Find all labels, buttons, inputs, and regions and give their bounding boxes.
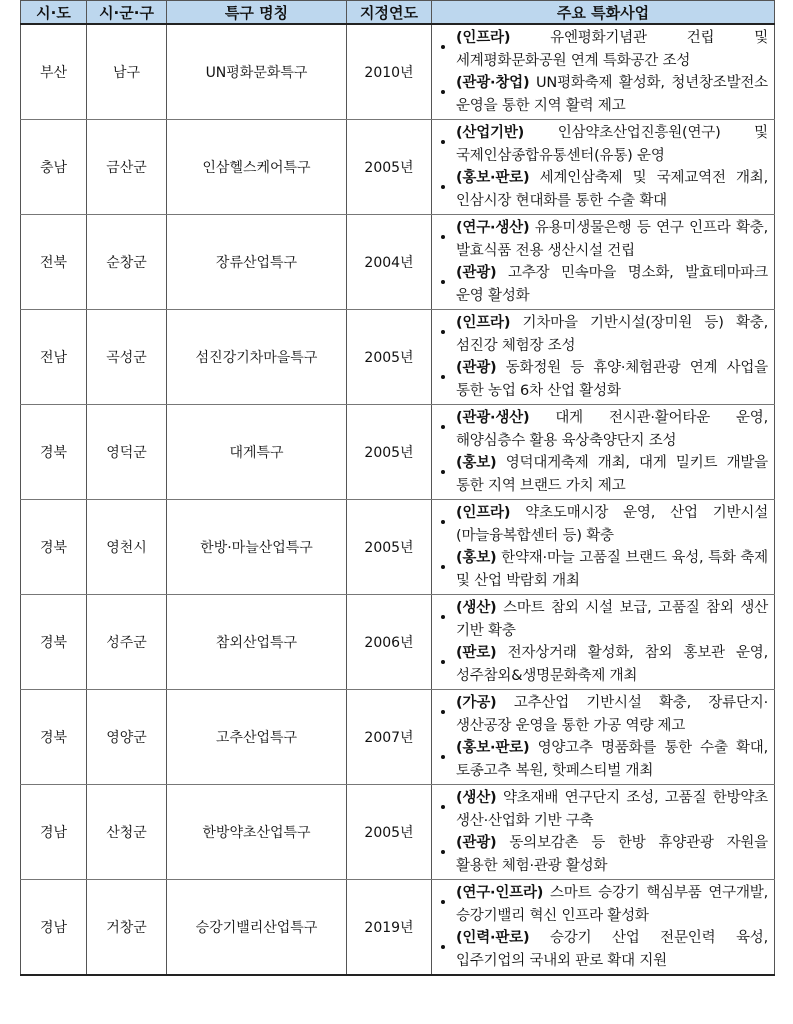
- bullet-icon: [432, 357, 456, 402]
- year-cell: 2005년: [347, 310, 432, 405]
- province-cell: 경남: [21, 785, 87, 880]
- header-district: 시·군·구: [87, 1, 167, 25]
- project-description: 영양고추 명품화를 통한 수출 확대, 토종고추 복원, 핫페스티벌 개최: [456, 740, 768, 779]
- province-cell: 경북: [21, 405, 87, 500]
- project-category-tag: (가공): [456, 695, 497, 711]
- year-cell: 2007년: [347, 690, 432, 785]
- project-description: 승강기 산업 전문인력 육성, 입주기업의 국내외 판로 확대 지원: [456, 930, 768, 969]
- project-text: [456, 737, 768, 782]
- main-projects-cell: [432, 500, 775, 595]
- project-description: 동의보감촌 등 한방 휴양관광 자원을 활용한 체험·관광 활성화: [456, 835, 768, 874]
- zone-name-cell: 한방·마늘산업특구: [167, 500, 347, 595]
- project-category-tag: (관광): [456, 265, 497, 281]
- province-cell: 전남: [21, 310, 87, 405]
- table-row: [21, 24, 775, 120]
- header-zone-name: 특구 명칭: [167, 1, 347, 25]
- main-projects-cell: [432, 405, 775, 500]
- bullet-icon: [432, 122, 456, 167]
- project-description: 스마트 승강기 핵심부품 연구개발, 승강기밸리 혁신 인프라 활성화: [456, 885, 768, 924]
- project-text: [456, 312, 768, 357]
- province-cell: 경북: [21, 595, 87, 690]
- project-item: [432, 407, 768, 452]
- district-cell: 산청군: [87, 785, 167, 880]
- main-projects-cell: [432, 785, 775, 880]
- project-item: [432, 357, 768, 402]
- project-text: [456, 357, 768, 402]
- project-description: 유용미생물은행 등 연구 인프라 확충, 발효식품 전용 생산시설 건립: [456, 220, 768, 259]
- province-cell: 경남: [21, 880, 87, 976]
- project-text: [456, 597, 768, 642]
- project-text: [456, 452, 768, 497]
- project-text: [456, 642, 768, 687]
- header-row: [21, 1, 775, 25]
- project-item: [432, 262, 768, 307]
- bullet-icon: [432, 692, 456, 737]
- zone-name-cell: 한방약초산업특구: [167, 785, 347, 880]
- zone-name-cell: 참외산업특구: [167, 595, 347, 690]
- district-cell: 거창군: [87, 880, 167, 976]
- project-category-tag: (생산): [456, 790, 497, 806]
- project-category-tag: (인프라): [456, 315, 511, 331]
- project-text: [456, 217, 768, 262]
- project-description: 대게 전시관·활어타운 운영, 해양심층수 활용 육상축양단지 조성: [456, 410, 768, 449]
- project-item: [432, 27, 768, 72]
- project-category-tag: (연구·인프라): [456, 885, 544, 901]
- zone-name-cell: 고추산업특구: [167, 690, 347, 785]
- project-item: [432, 737, 768, 782]
- bullet-icon: [432, 452, 456, 497]
- project-description: 세계인삼축제 및 국제교역전 개최, 인삼시장 현대화를 통한 수출 확대: [456, 170, 768, 209]
- project-description: 유엔평화기념관 건립 및 세계평화문화공원 연계 특화공간 조성: [456, 30, 768, 69]
- bullet-icon: [432, 27, 456, 72]
- district-cell: 영양군: [87, 690, 167, 785]
- bullet-icon: [432, 312, 456, 357]
- main-projects-cell: [432, 310, 775, 405]
- project-text: [456, 882, 768, 927]
- project-item: [432, 122, 768, 167]
- zone-name-cell: 대게특구: [167, 405, 347, 500]
- year-cell: 2005년: [347, 405, 432, 500]
- project-category-tag: (관광·창업): [456, 75, 530, 91]
- project-category-tag: (연구·생산): [456, 220, 530, 236]
- project-category-tag: (생산): [456, 600, 497, 616]
- project-text: [456, 502, 768, 547]
- bullet-icon: [432, 262, 456, 307]
- year-cell: 2019년: [347, 880, 432, 976]
- header-designation-year: 지정연도: [347, 1, 432, 25]
- table-row: [21, 595, 775, 690]
- province-cell: 부산: [21, 24, 87, 120]
- project-text: [456, 547, 768, 592]
- zone-name-cell: UN평화문화특구: [167, 24, 347, 120]
- bullet-icon: [432, 597, 456, 642]
- bullet-icon: [432, 407, 456, 452]
- year-cell: 2006년: [347, 595, 432, 690]
- project-item: [432, 312, 768, 357]
- project-text: [456, 787, 768, 832]
- project-item: [432, 72, 768, 117]
- project-description: 기차마을 기반시설(장미원 등) 확충, 섬진강 체험장 조성: [456, 315, 768, 354]
- project-item: [432, 832, 768, 877]
- year-cell: 2005년: [347, 120, 432, 215]
- project-category-tag: (관광): [456, 835, 497, 851]
- project-item: [432, 692, 768, 737]
- district-cell: 순창군: [87, 215, 167, 310]
- project-description: 한약재·마늘 고품질 브랜드 육성, 특화 축제 및 산업 박람회 개최: [456, 550, 768, 589]
- province-cell: 전북: [21, 215, 87, 310]
- project-text: [456, 122, 768, 167]
- year-cell: 2005년: [347, 785, 432, 880]
- district-cell: 영천시: [87, 500, 167, 595]
- year-cell: 2005년: [347, 500, 432, 595]
- project-category-tag: (산업기반): [456, 125, 525, 141]
- project-text: [456, 927, 768, 972]
- project-item: [432, 167, 768, 212]
- zone-name-cell: 승강기밸리산업특구: [167, 880, 347, 976]
- table-row: [21, 405, 775, 500]
- project-item: [432, 502, 768, 547]
- table-row: [21, 215, 775, 310]
- table-row: [21, 880, 775, 976]
- project-category-tag: (홍보·판로): [456, 740, 530, 756]
- project-description: 스마트 참외 시설 보급, 고품질 참외 생산 기반 확충: [456, 600, 768, 639]
- project-description: 동화정원 등 휴양·체험관광 연계 사업을 통한 농업 6차 산업 활성화: [456, 360, 768, 399]
- main-projects-cell: [432, 690, 775, 785]
- district-cell: 영덕군: [87, 405, 167, 500]
- project-description: UN평화축제 활성화, 청년창조발전소 운영을 통한 지역 활력 제고: [456, 75, 768, 114]
- project-item: [432, 882, 768, 927]
- bullet-icon: [432, 72, 456, 117]
- project-category-tag: (홍보): [456, 550, 497, 566]
- zone-name-cell: 인삼헬스케어특구: [167, 120, 347, 215]
- project-item: [432, 927, 768, 972]
- project-text: [456, 407, 768, 452]
- table-row: [21, 500, 775, 595]
- main-projects-cell: [432, 24, 775, 120]
- bullet-icon: [432, 502, 456, 547]
- year-cell: 2004년: [347, 215, 432, 310]
- project-category-tag: (홍보·판로): [456, 170, 530, 186]
- project-item: [432, 642, 768, 687]
- project-description: 약초도매시장 운영, 산업 기반시설(마늘융복합센터 등) 확충: [456, 505, 768, 544]
- table-row: [21, 690, 775, 785]
- project-category-tag: (관광): [456, 360, 497, 376]
- bullet-icon: [432, 642, 456, 687]
- project-description: 영덕대게축제 개최, 대게 밀키트 개발을 통한 지역 브랜드 가치 제고: [456, 455, 768, 494]
- bullet-icon: [432, 217, 456, 262]
- header-province: 시·도: [21, 1, 87, 25]
- project-text: [456, 72, 768, 117]
- header-main-projects: 주요 특화사업: [432, 1, 775, 25]
- project-item: [432, 452, 768, 497]
- bullet-icon: [432, 167, 456, 212]
- year-cell: 2010년: [347, 24, 432, 120]
- special-zones-table: [20, 0, 775, 976]
- project-item: [432, 597, 768, 642]
- project-text: [456, 692, 768, 737]
- table-row: [21, 785, 775, 880]
- main-projects-cell: [432, 880, 775, 976]
- district-cell: 남구: [87, 24, 167, 120]
- project-text: [456, 832, 768, 877]
- bullet-icon: [432, 927, 456, 972]
- bullet-icon: [432, 547, 456, 592]
- main-projects-cell: [432, 120, 775, 215]
- main-projects-cell: [432, 215, 775, 310]
- project-description: 전자상거래 활성화, 참외 홍보관 운영, 성주참외&생명문화축제 개최: [456, 645, 768, 684]
- project-category-tag: (인프라): [456, 30, 511, 46]
- bullet-icon: [432, 882, 456, 927]
- project-item: [432, 787, 768, 832]
- project-description: 고추산업 기반시설 확충, 장류단지·생산공장 운영을 통한 가공 역량 제고: [456, 695, 768, 734]
- project-item: [432, 217, 768, 262]
- district-cell: 성주군: [87, 595, 167, 690]
- district-cell: 금산군: [87, 120, 167, 215]
- bullet-icon: [432, 832, 456, 877]
- project-description: 인삼약초산업진흥원(연구) 및 국제인삼종합유통센터(유통) 운영: [456, 125, 768, 164]
- main-projects-cell: [432, 595, 775, 690]
- project-category-tag: (관광·생산): [456, 410, 530, 426]
- project-text: [456, 27, 768, 72]
- zone-name-cell: 섬진강기차마을특구: [167, 310, 347, 405]
- province-cell: 경북: [21, 690, 87, 785]
- bullet-icon: [432, 787, 456, 832]
- project-category-tag: (홍보): [456, 455, 497, 471]
- project-category-tag: (인프라): [456, 505, 511, 521]
- table-row: [21, 310, 775, 405]
- district-cell: 곡성군: [87, 310, 167, 405]
- project-text: [456, 167, 768, 212]
- project-description: 약초재배 연구단지 조성, 고품질 한방약초 생산·산업화 기반 구축: [456, 790, 768, 829]
- province-cell: 경북: [21, 500, 87, 595]
- bullet-icon: [432, 737, 456, 782]
- project-category-tag: (판로): [456, 645, 497, 661]
- table-row: [21, 120, 775, 215]
- project-category-tag: (인력·판로): [456, 930, 530, 946]
- province-cell: 충남: [21, 120, 87, 215]
- project-text: [456, 262, 768, 307]
- project-item: [432, 547, 768, 592]
- zone-name-cell: 장류산업특구: [167, 215, 347, 310]
- project-description: 고추장 민속마을 명소화, 발효테마파크 운영 활성화: [456, 265, 768, 304]
